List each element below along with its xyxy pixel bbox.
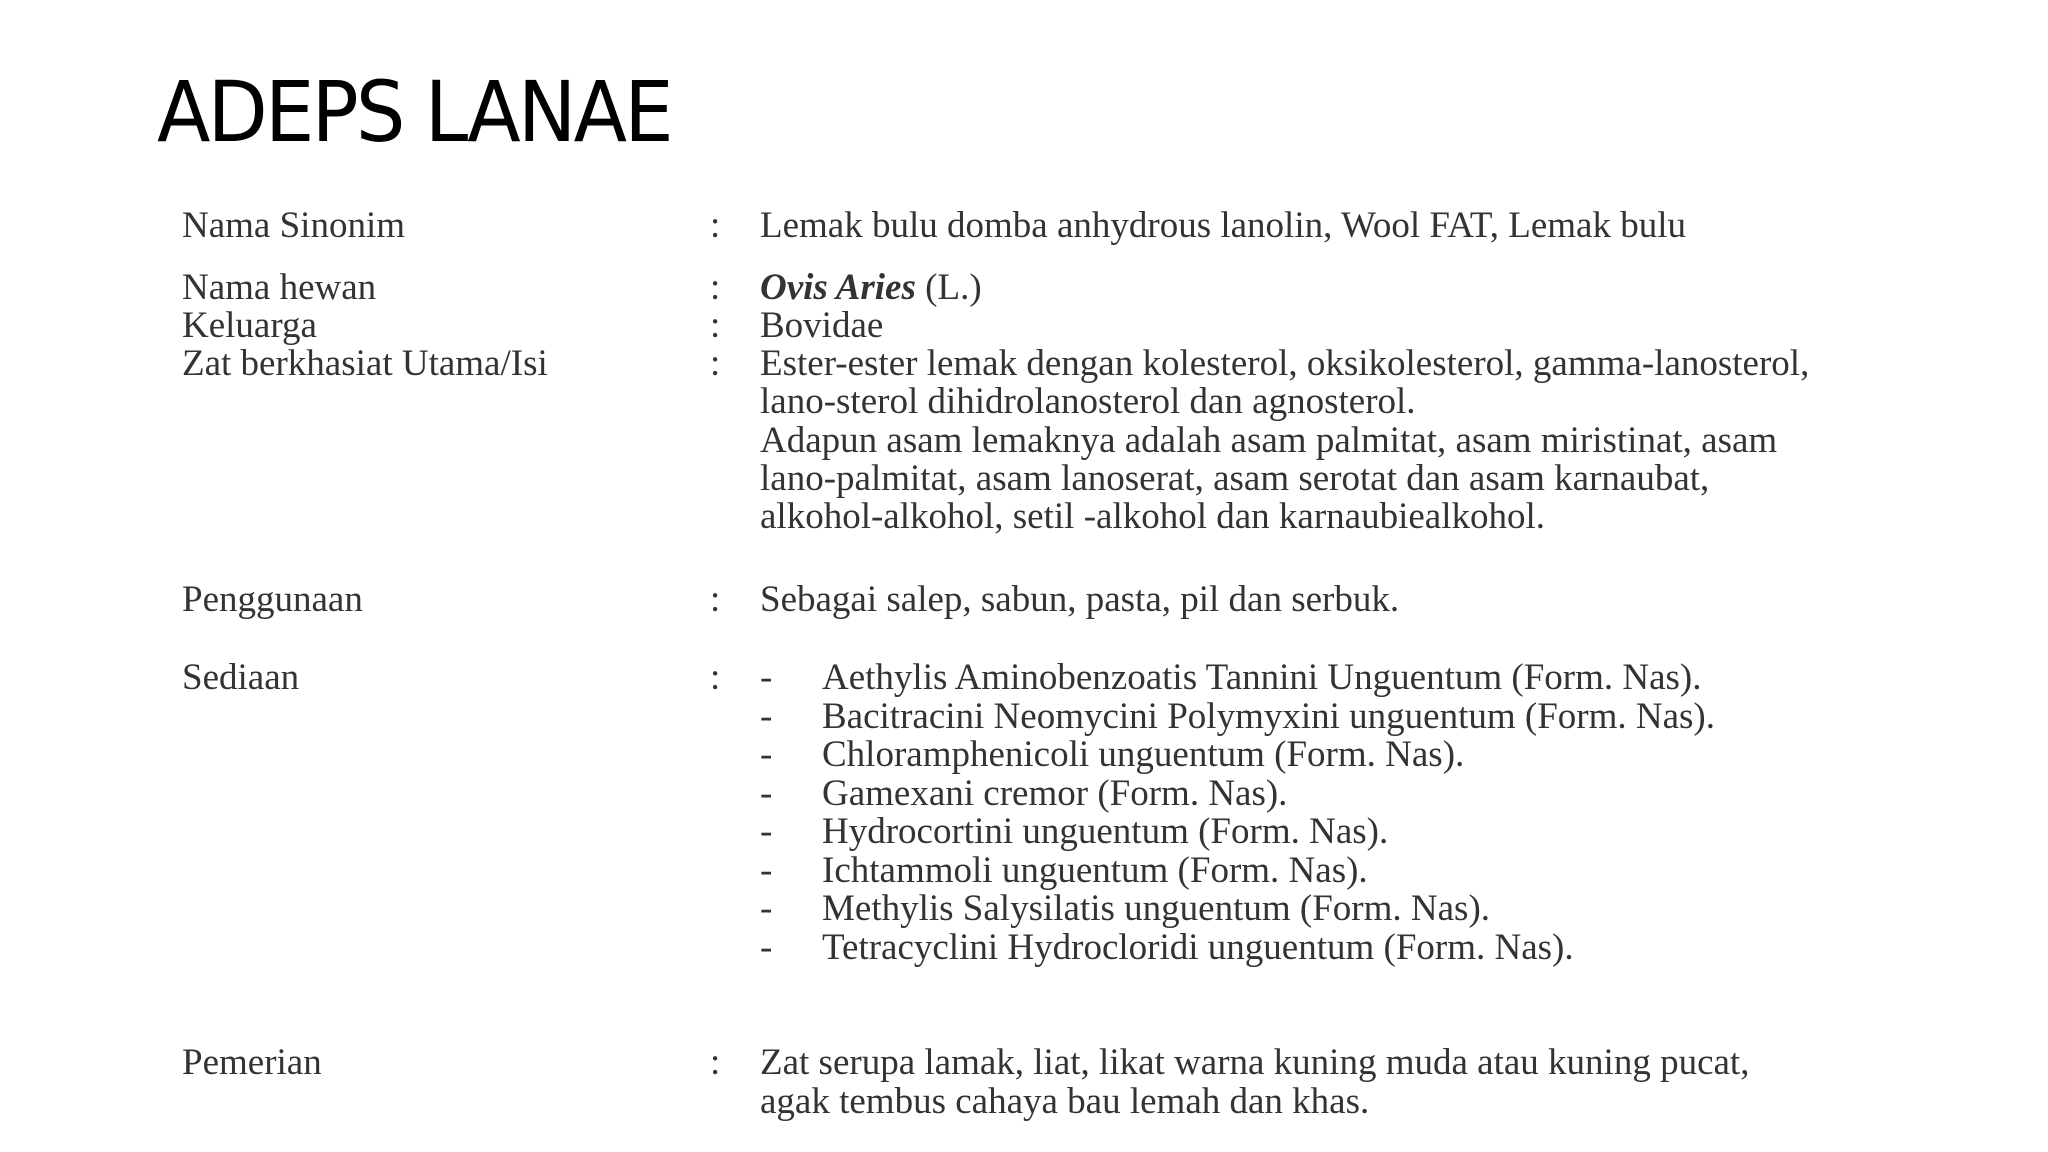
list-dash: - xyxy=(760,927,773,968)
list-dash: - xyxy=(760,657,773,698)
colon: : xyxy=(710,343,721,384)
slide-title: ADEPS LANAE xyxy=(157,63,671,161)
label-penggunaan: Penggunaan xyxy=(182,579,363,620)
list-dash: - xyxy=(760,696,773,737)
value-zat-line: Adapun asam lemaknya adalah asam palmitat, asam miristinat, asam xyxy=(760,420,1778,461)
list-dash: - xyxy=(760,811,773,852)
list-dash: - xyxy=(760,773,773,814)
value-keluarga: Bovidae xyxy=(760,305,884,346)
colon: : xyxy=(710,657,721,698)
colon: : xyxy=(710,305,721,346)
list-dash: - xyxy=(760,850,773,891)
value-penggunaan: Sebagai salep, sabun, pasta, pil dan serbuk. xyxy=(760,579,1400,620)
list-dash: - xyxy=(760,734,773,775)
value-zat-line: Ester-ester lemak dengan kolesterol, oksikolesterol, gamma-lanosterol, xyxy=(760,343,1810,384)
colon: : xyxy=(710,1042,721,1083)
value-pemerian-line: Zat serupa lamak, liat, likat warna kuning muda atau kuning pucat, xyxy=(760,1042,1750,1083)
label-nama-sinonim: Nama Sinonim xyxy=(182,205,406,246)
sediaan-item: Chloramphenicoli unguentum (Form. Nas). xyxy=(822,734,1465,775)
sediaan-item: Hydrocortini unguentum (Form. Nas). xyxy=(822,811,1389,852)
sediaan-item: Ichtammoli unguentum (Form. Nas). xyxy=(822,850,1368,891)
sediaan-item: Tetracyclini Hydrocloridi unguentum (Form. Nas). xyxy=(822,927,1574,968)
value-nama-hewan-author: (L.) xyxy=(915,267,982,308)
sediaan-item: Methylis Salysilatis unguentum (Form. Nas). xyxy=(822,888,1491,929)
label-pemerian: Pemerian xyxy=(182,1042,322,1083)
value-nama-hewan-species: Ovis Aries xyxy=(760,267,916,308)
label-sediaan: Sediaan xyxy=(182,657,300,698)
sediaan-item: Gamexani cremor (Form. Nas). xyxy=(822,773,1288,814)
list-dash: - xyxy=(760,888,773,929)
sediaan-item: Aethylis Aminobenzoatis Tannini Unguentum (Form. Nas). xyxy=(822,657,1702,698)
colon: : xyxy=(710,579,721,620)
value-zat-line: alkohol-alkohol, setil -alkohol dan karnaubiealkohol. xyxy=(760,496,1546,537)
colon: : xyxy=(710,205,721,246)
value-zat-line: lano-sterol dihidrolanosterol dan agnosterol. xyxy=(760,381,1416,422)
label-keluarga: Keluarga xyxy=(182,305,317,346)
label-nama-hewan: Nama hewan xyxy=(182,267,377,308)
value-nama-hewan xyxy=(760,268,982,308)
colon: : xyxy=(710,267,721,308)
sediaan-item: Bacitracini Neomycini Polymyxini unguentum (Form. Nas). xyxy=(822,696,1716,737)
value-zat-line: lano-palmitat, asam lanoserat, asam serotat dan asam karnaubat, xyxy=(760,458,1710,499)
value-nama-sinonim: Lemak bulu domba anhydrous lanolin, Wool FAT, Lemak bulu xyxy=(760,205,1686,246)
label-zat-berkhasiat: Zat berkhasiat Utama/Isi xyxy=(182,343,548,384)
value-pemerian-line: agak tembus cahaya bau lemah dan khas. xyxy=(760,1081,1370,1122)
